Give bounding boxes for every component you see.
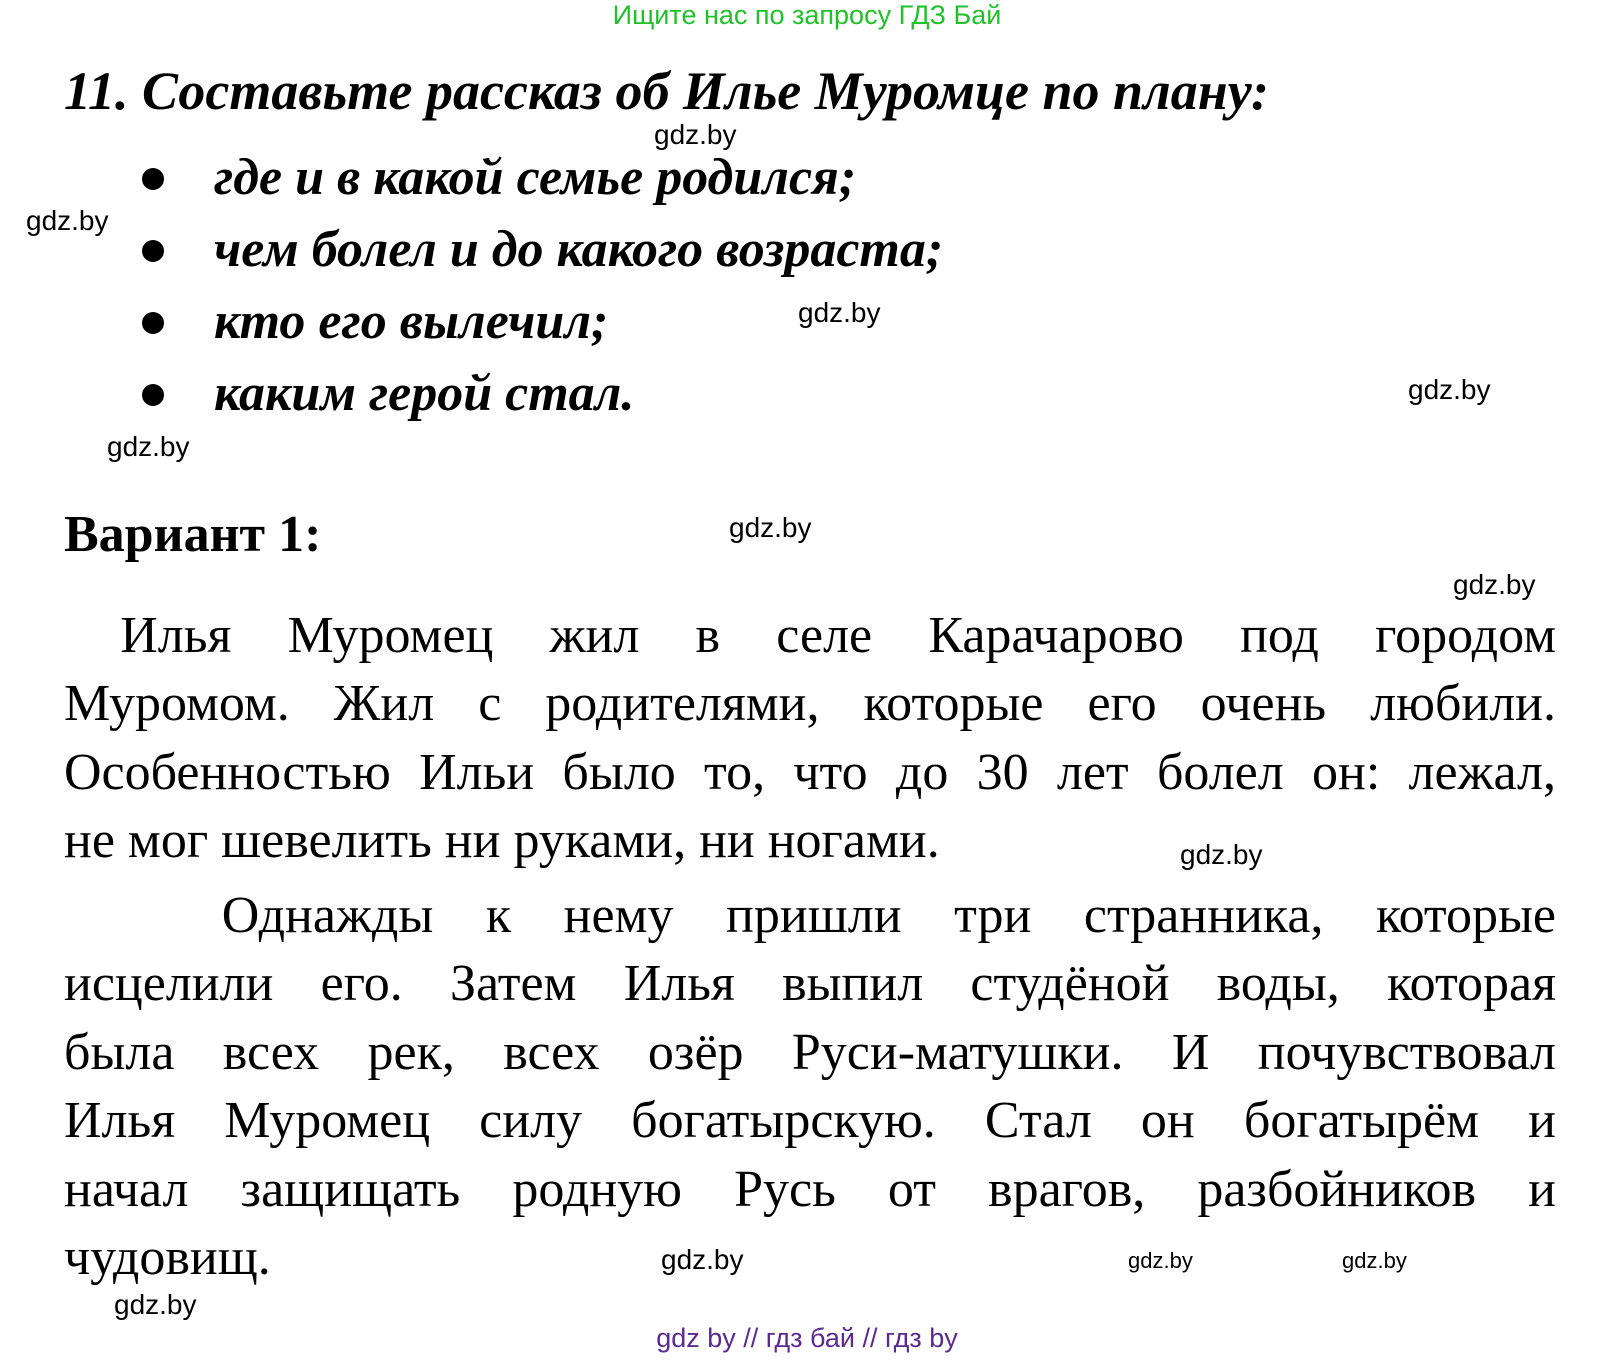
text-line: Илья Муромец силу богатырскую. Стал он богатырём и <box>64 1092 1556 1149</box>
watermark: gdz.by <box>1453 569 1536 600</box>
text-line: Особенностью Ильи было то, что до 30 лет болел он: лежал, <box>64 744 1556 801</box>
watermark: gdz.by <box>798 297 881 328</box>
watermark: gdz.by <box>114 1289 197 1320</box>
text-line: начал защищать родную Русь от врагов, разбойников и <box>64 1161 1556 1218</box>
bullet-icon <box>142 384 164 406</box>
plan-item: чем болел и до какого возраста; <box>214 221 944 278</box>
plan-item: кто его вылечил; <box>214 293 609 350</box>
text-line: исцелили его. Затем Илья выпил студёной воды, которая <box>64 955 1556 1012</box>
plan-item: каким герой стал. <box>214 365 635 422</box>
watermark: gdz.by <box>654 119 737 150</box>
watermark: gdz.by <box>661 1244 744 1275</box>
watermark: gdz.by <box>1408 374 1491 405</box>
text-line: не мог шевелить ни руками, ни ногами. <box>64 812 940 869</box>
watermark: gdz.by <box>1128 1248 1193 1273</box>
text-line: была всех рек, всех озёр Руси-матушки. И почувствовал <box>64 1024 1556 1081</box>
task-title: 11. Составьте рассказ об Илье Муромце по плану: <box>64 61 1269 121</box>
bullet-icon <box>142 312 164 334</box>
plan-item: где и в какой семье родился; <box>214 149 857 206</box>
text-line: Муромом. Жил с родителями, которые его очень любили. <box>64 675 1556 732</box>
footer-links: gdz by // гдз бай // гдз by <box>656 1323 958 1353</box>
text-line: чудовищ. <box>64 1229 271 1286</box>
watermark: gdz.by <box>107 431 190 462</box>
variant-heading: Вариант 1: <box>64 506 322 563</box>
watermark: gdz.by <box>729 512 812 543</box>
bullet-icon <box>142 240 164 262</box>
text-line: Илья Муромец жил в селе Карачарово под городом <box>64 607 1556 664</box>
watermark: gdz.by <box>1180 839 1263 870</box>
search-hint: Ищите нас по запросу ГДЗ Бай <box>612 0 1002 30</box>
watermark: gdz.by <box>26 205 109 236</box>
text-line: Однажды к нему пришли три странника, которые <box>64 887 1556 944</box>
bullet-icon <box>142 168 164 190</box>
watermark: gdz.by <box>1342 1248 1407 1273</box>
